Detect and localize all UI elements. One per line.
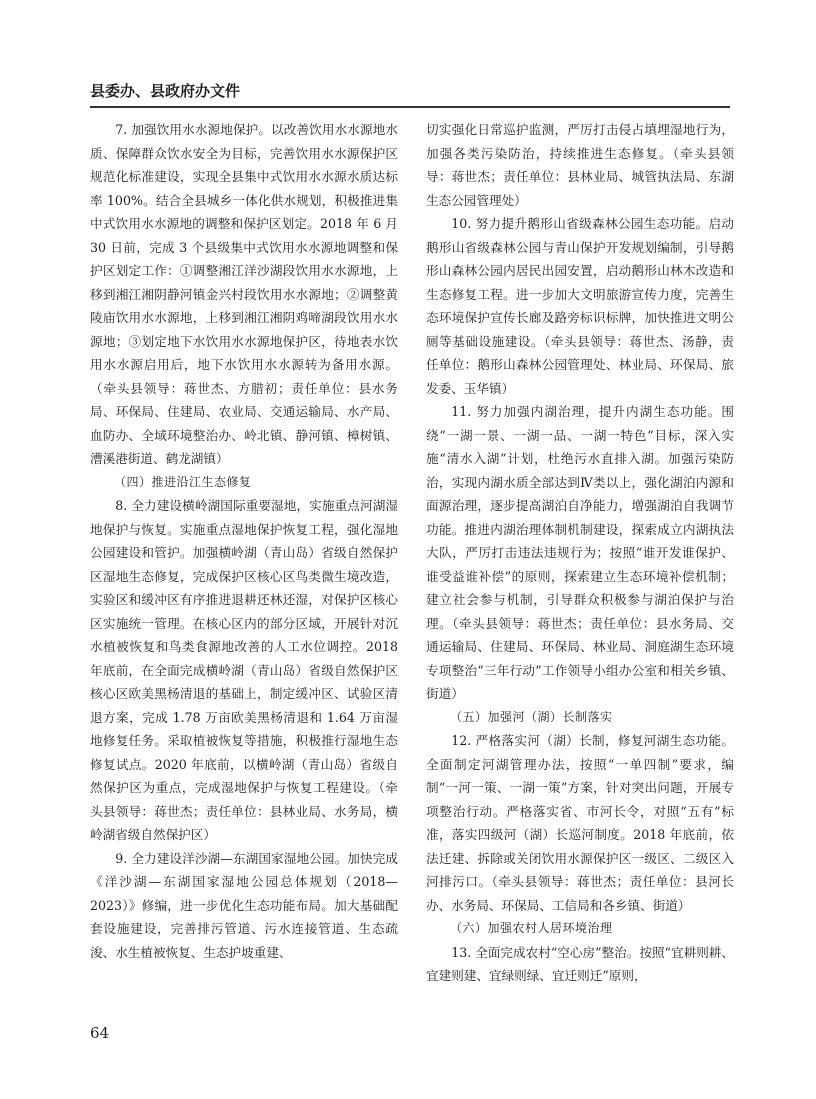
paragraph-item-11: 11. 努力加强内湖治理，提升内湖生态功能。围绕“一湖一景、一湖一品、一湖一特色”目标，深入实施“清水入湖”计划，杜绝污水直排入湖。加强污染防治，实现内湖水质全部达到Ⅳ类以上，强化湖泊内源和面源治理，逐步提高湖泊自净能力，增强湖泊自我调节功能。推进内湖治理体制机制建设，探索成立内湖执法大队，严厉打击违法违规行为；按照“谁开发谁保护、谁受益谁补偿”的原则，探索建立生态环境补偿机制；建立社会参与机制，引导群众积极参与湖泊保护与治理。（牵头县领导：蒋世杰；责任单位：县水务局、交通运输局、住建局、环保局、林业局、洞庭湖生态环境专项整治“三年行动”工作领导小组办公室和相关乡镇、街道） — [426, 404, 734, 701]
page-header-title: 县委办、县政府办文件 — [90, 82, 241, 100]
paragraph-item-13: 13. 全面完成农村“空心房”整治。按照“宜耕则耕、宜建则建、宜绿则绿、宜迁则迁”原则， — [426, 944, 734, 983]
section-heading-4: （四）推进沿江生态修复 — [114, 474, 252, 489]
section-heading-6: （六）加强农村人居环境治理 — [450, 921, 613, 935]
paragraph-item-12: 12. 严格落实河（湖）长制，修复河湖生态功能。全面制定河湖管理办法，按照“一单四制”要求，编制“一河一策、一湖一策”方案，针对突出问题，开展专项整治行动。严格落实省、市河长令，对照“五有”标准，落实四级河（湖）长巡河制度。2018 年底前，依法迁建、拆除或关闭饮用水源保护区一级区、二级区入河排污口。（牵头县领导：蒋世杰；责任单位：县河长办、水务局、环保局、工信局和各乡镇、街道） — [426, 733, 734, 913]
page-number: 64 — [90, 1024, 110, 1042]
paragraph-item-8: 8. 全力建设横岭湖国际重要湿地，实施重点河湖湿地保护与恢复。实施重点湿地保护恢复工程，强化湿地公园建设和管护。加强横岭湖（青山岛）省级自然保护区湿地生态修复，完成保护区核心区鸟类微生境改造，实验区和缓冲区有序推进退耕还林还湿，对保护区核心区实施统一管理。在核心区内的部分区域，开展针对沉水植被恢复和鸟类食源地改善的人工水位调控。2018 年底前，在全面完成横岭湖（青山岛）省级自然保护区核心区欧美黑杨清退的基础上，制定缓冲区、试验区清退方案，完成 1.78 万亩欧美黑杨清退和 1.64 万亩湿地修复任务。采取植被恢复等措施，积极推行湿地生态修复试点。2020 年底前，以横岭湖（青山岛）省级自然保护区为重点，完成湿地保护与恢复工程建设。（牵头县领导：蒋世杰；责任单位：县林业局、水务局，横岭湖省级自然保护区） — [90, 498, 398, 842]
left-column — [90, 118, 398, 964]
section-heading-5: （五）加强河（湖）长制落实 — [450, 709, 613, 724]
paragraph-item-7: 7. 加强饮用水水源地保护。以改善饮用水水源地水质、保障群众饮水安全为目标，完善饮用水水源保护区规范化标准建设，实现全县集中式饮用水水源水质达标率 100%。结合全县城乡一体化供水规划，积极推进集中式饮用水水源地的调整和保护区划定。2018 年 6 月 30 日前，完成 3 个县级集中式饮用水水源地调整和保护区划定工作：①调整湘江洋沙湖段饮用水水源地，上移到湘江湘阴静河镇金兴村段饮用水水源地；②调整黄陵庙饮用水水源地，上移到湘江湘阴鸡啼湖段饮用水水源地；③划定地下水饮用水水源地保护区，待地表水饮用水水源启用后，地下水饮用水水源转为备用水源。（牵头县领导：蒋世杰、方腊初；责任单位：县水务局、环保局、住建局、农业局、交通运输局、水产局、血防办、全域环境整治办、岭北镇、静河镇、樟树镇、漕溪港街道、鹤龙湖镇） — [90, 122, 398, 466]
paragraph-item-10: 10. 努力提升鹅形山省级森林公园生态功能。启动鹅形山省级森林公园与青山保护开发规划编制，引导鹅形山森林公园内居民出园安置，启动鹅形山林木改造和生态修复工程。进一步加大文明旅游宣传力度，完善生态环境保护宣传长廊及路旁标识标牌，加快推进文明公厕等基础设施建设。（牵头县领导：蒋世杰、汤静，责任单位：鹅形山森林公园管理处、林业局、环保局、旅发委、玉华镇） — [426, 216, 734, 396]
paragraph-item-9: 9. 全力建设洋沙湖—东湖国家湿地公园。加快完成《洋沙湖—东湖国家湿地公园总体规划（2018—2023）》修编，进一步优化生态功能布局。加大基础配套设施建设，完善排污管道、污水连接管道、生态疏浚、水生植被恢复、生态护坡重建、 — [90, 850, 398, 960]
paragraph-item-9-continued: 切实强化日常巡护监测，严厉打击侵占填埋湿地行为，加强各类污染防治，持续推进生态修复。（牵头县领导：蒋世杰；责任单位：县林业局、城管执法局、东湖生态公园管理处） — [426, 122, 734, 208]
right-column — [426, 118, 734, 988]
header-divider — [90, 106, 730, 108]
